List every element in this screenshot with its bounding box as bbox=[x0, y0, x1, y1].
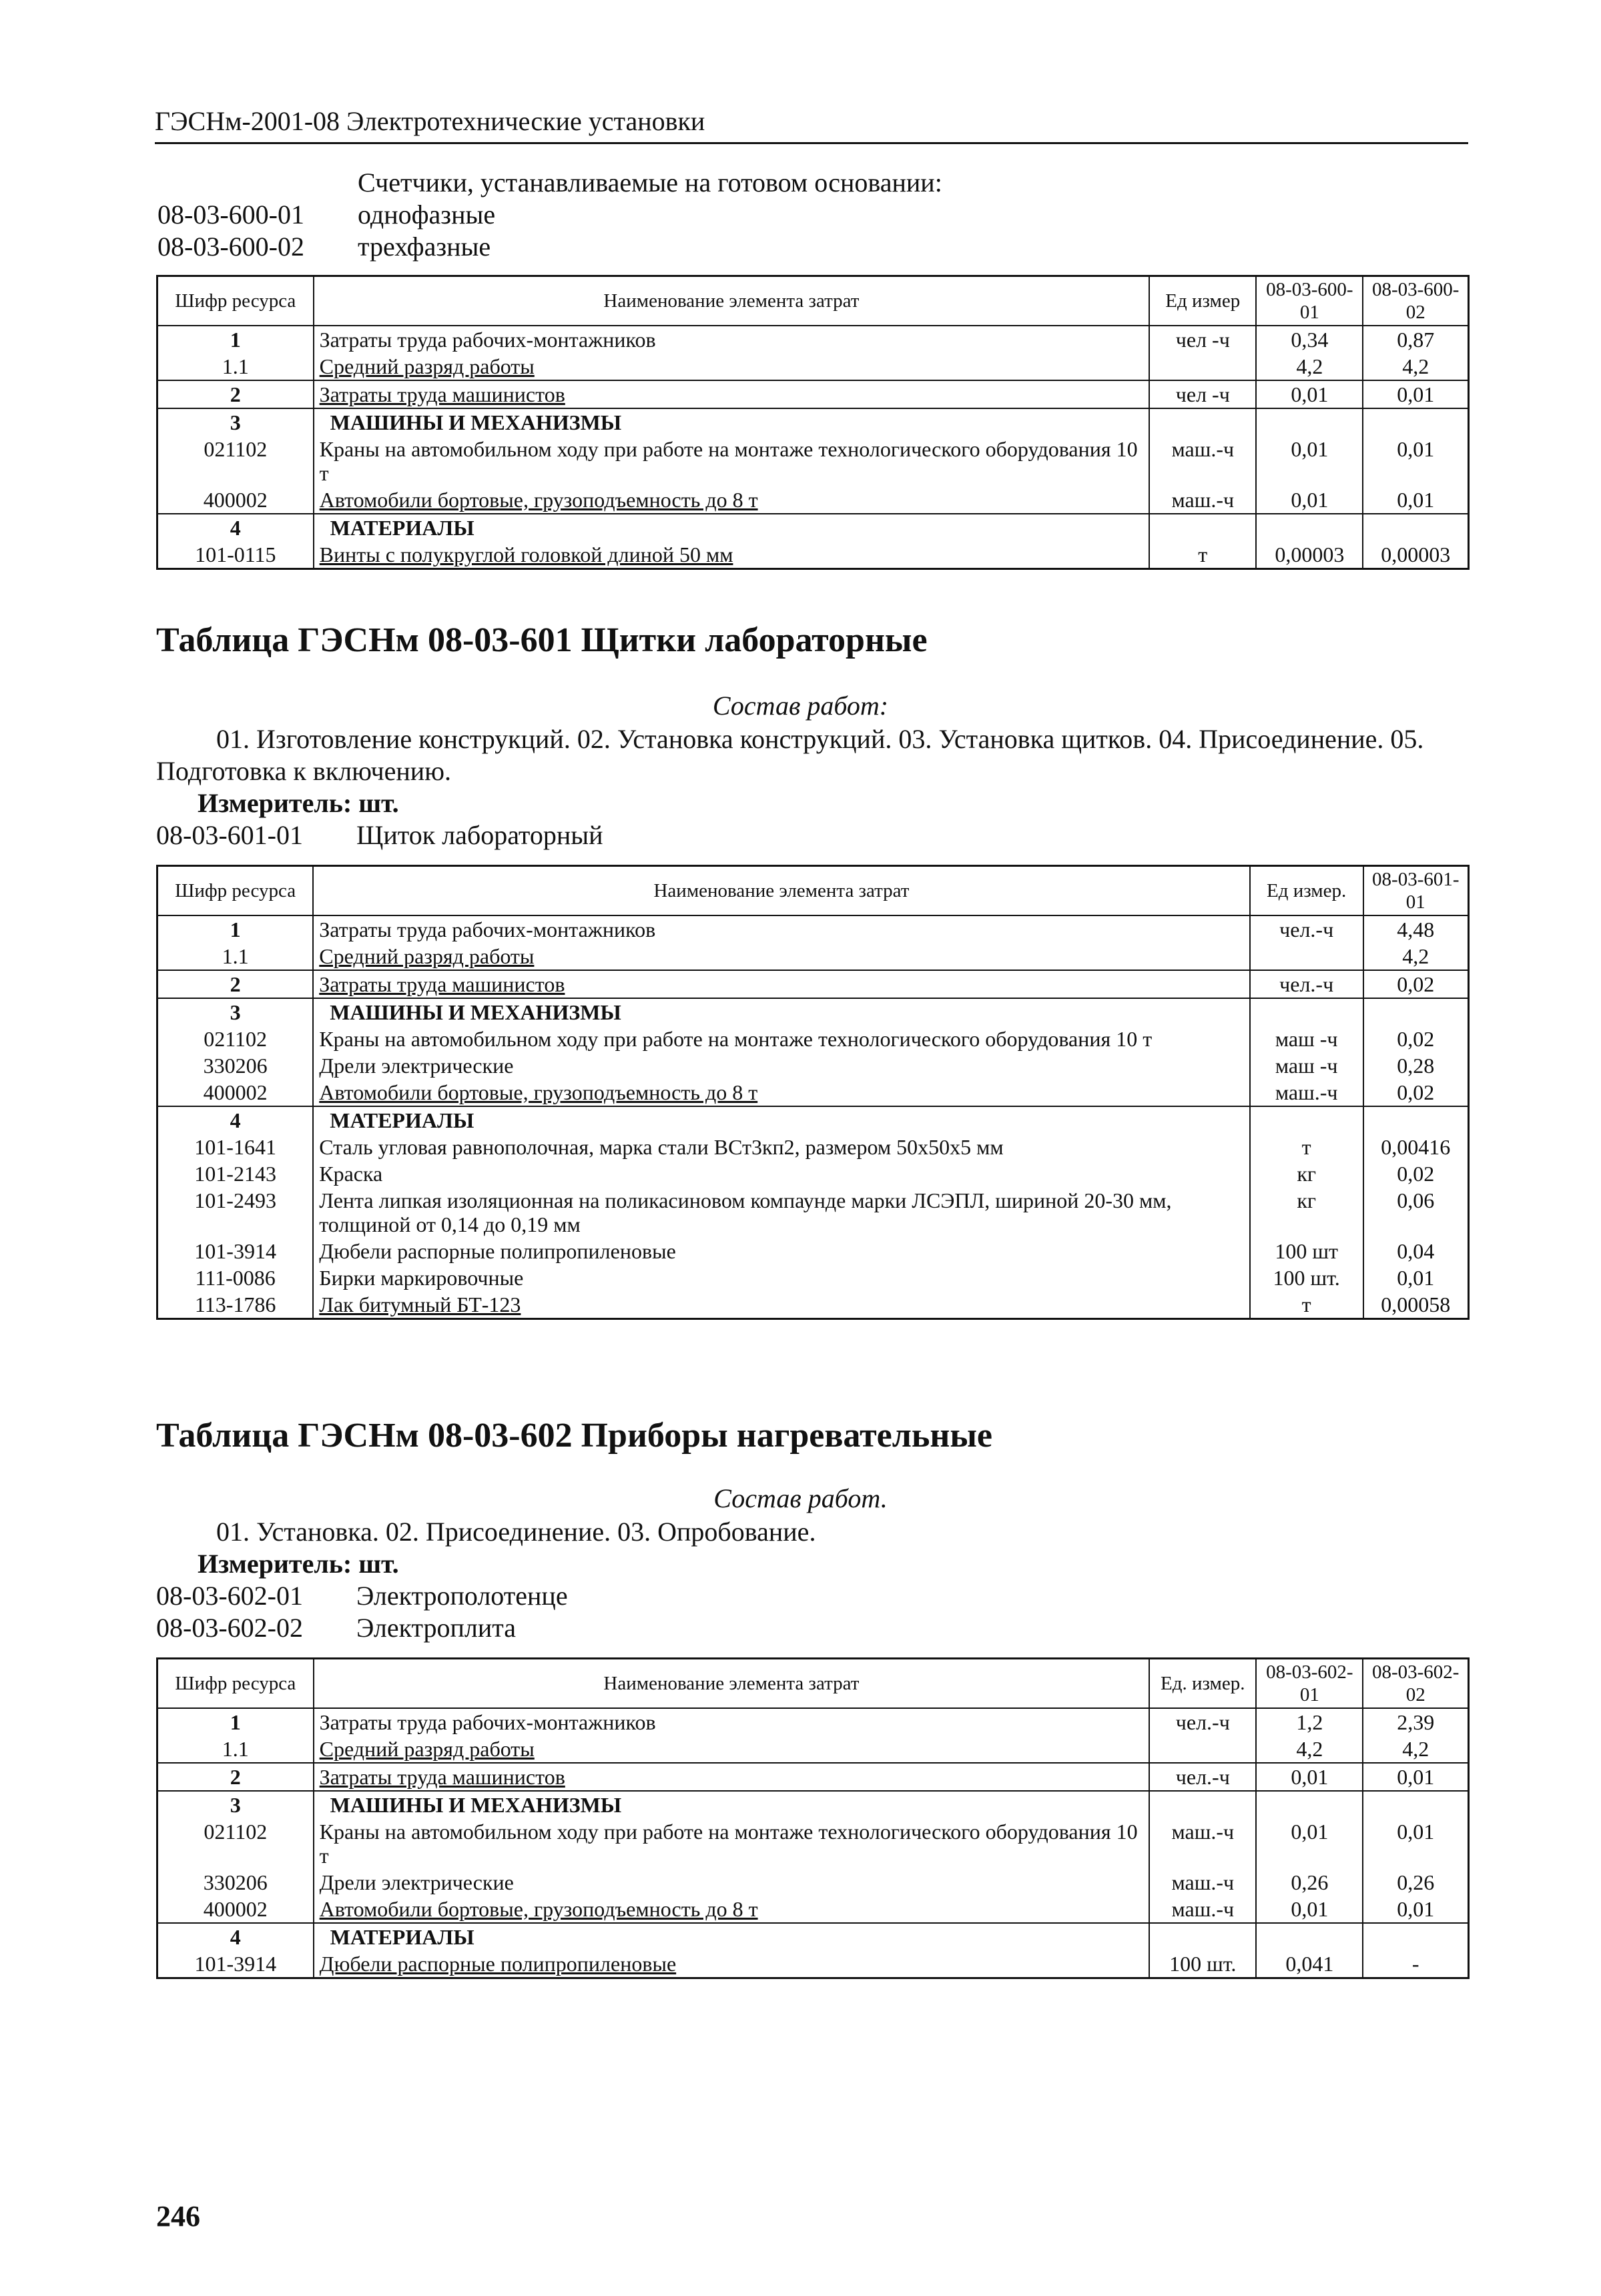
row-unit: маш.-ч bbox=[1149, 486, 1256, 514]
intro-item-name: однофазные bbox=[358, 200, 496, 230]
col-header-name: Наименование элемента затрат bbox=[314, 276, 1150, 326]
row-value-1: 0,00416 bbox=[1363, 1134, 1469, 1160]
row-name: Затраты труда рабочих-монтажников bbox=[313, 915, 1250, 943]
composition-text-602 bbox=[156, 1516, 1470, 1548]
composition-text: 01. Установка. 02. Присоединение. 03. Опробование. bbox=[216, 1517, 816, 1547]
row-code: 1 bbox=[157, 326, 314, 353]
row-name: Дюбели распорные полипропиленовые bbox=[314, 1950, 1150, 1978]
row-value-1: 0,26 bbox=[1256, 1869, 1363, 1896]
row-value-1: 0,01 bbox=[1256, 1763, 1363, 1791]
row-value-2: 4,2 bbox=[1363, 353, 1468, 380]
row-code: 1.1 bbox=[157, 1736, 314, 1763]
row-unit: маш -ч bbox=[1250, 1052, 1363, 1079]
norm-item-name: Щиток лабораторный bbox=[356, 820, 603, 850]
col-header-name: Наименование элемента затрат bbox=[313, 866, 1250, 916]
row-value-1 bbox=[1363, 998, 1469, 1026]
table-row bbox=[157, 1736, 1469, 1763]
row-name: Затраты труда рабочих-монтажников bbox=[314, 1708, 1150, 1736]
row-unit: чел.-ч bbox=[1149, 1708, 1256, 1736]
resource-table-601 bbox=[156, 865, 1470, 1320]
row-value-2 bbox=[1363, 514, 1468, 541]
row-value-1: 0,02 bbox=[1363, 1160, 1469, 1187]
col-header-name: Наименование элемента затрат bbox=[314, 1659, 1150, 1709]
row-name: Средний разряд работы bbox=[313, 943, 1250, 970]
row-name: Дюбели распорные полипропиленовые bbox=[313, 1238, 1250, 1264]
row-name: Затраты труда рабочих-монтажников bbox=[314, 326, 1150, 353]
table-row bbox=[157, 541, 1469, 569]
row-value-1: 0,01 bbox=[1363, 1264, 1469, 1291]
row-value-1: 0,02 bbox=[1363, 970, 1469, 998]
row-unit bbox=[1149, 1923, 1256, 1950]
row-name: МАШИНЫ И МЕХАНИЗМЫ bbox=[314, 408, 1150, 436]
row-value-2 bbox=[1363, 408, 1468, 436]
row-value-2 bbox=[1363, 1923, 1468, 1950]
row-value-1: 0,34 bbox=[1256, 326, 1363, 353]
row-unit: маш -ч bbox=[1250, 1026, 1363, 1052]
row-code: 1 bbox=[157, 1708, 314, 1736]
row-unit: чел.-ч bbox=[1250, 915, 1363, 943]
table-row bbox=[157, 408, 1469, 436]
row-unit: 100 шт. bbox=[1250, 1264, 1363, 1291]
row-code: 4 bbox=[157, 1923, 314, 1950]
row-name: Сталь угловая равнополочная, марка стали ВСт3кп2, размером 50х50х5 мм bbox=[313, 1134, 1250, 1160]
row-code: 2 bbox=[157, 970, 314, 998]
table-row bbox=[157, 970, 1469, 998]
intro-title: Счетчики, устанавливаемые на готовом основании: bbox=[358, 167, 942, 198]
row-name: МАШИНЫ И МЕХАНИЗМЫ bbox=[314, 1791, 1150, 1818]
col-header-code: Шифр ресурса bbox=[157, 866, 314, 916]
table-row bbox=[157, 1264, 1469, 1291]
col-header-unit: Ед измер bbox=[1149, 276, 1256, 326]
row-code: 101-1641 bbox=[157, 1134, 314, 1160]
row-name: Лента липкая изоляционная на поликасиновом компаунде марки ЛСЭПЛ, шириной 20-30 мм, толщиной от 0,14 до 0,19 мм bbox=[313, 1187, 1250, 1238]
row-unit: маш.-ч bbox=[1149, 1818, 1256, 1869]
row-code: 101-3914 bbox=[157, 1238, 314, 1264]
row-code: 111-0086 bbox=[157, 1264, 314, 1291]
row-unit: 100 шт. bbox=[1149, 1950, 1256, 1978]
table-row bbox=[157, 1238, 1469, 1264]
row-code: 3 bbox=[157, 1791, 314, 1818]
table-row bbox=[157, 1763, 1469, 1791]
row-code: 4 bbox=[157, 1106, 314, 1134]
resource-table-600 bbox=[156, 275, 1470, 570]
col-header-value-2: 08-03-602-02 bbox=[1363, 1659, 1468, 1709]
intro-item-code: 08-03-600-01 bbox=[157, 200, 304, 230]
row-unit: маш.-ч bbox=[1149, 1896, 1256, 1923]
resource-table-602 bbox=[156, 1657, 1470, 1979]
row-unit: чел.-ч bbox=[1250, 970, 1363, 998]
row-unit bbox=[1250, 943, 1363, 970]
composition-text-601 bbox=[156, 723, 1470, 787]
table-row bbox=[157, 1160, 1469, 1187]
row-code: 021102 bbox=[157, 436, 314, 486]
row-value-1: 4,48 bbox=[1363, 915, 1469, 943]
row-unit: 100 шт bbox=[1250, 1238, 1363, 1264]
row-value-1: 0,00003 bbox=[1256, 541, 1363, 569]
row-value-1: 0,01 bbox=[1256, 486, 1363, 514]
row-name: Дрели электрические bbox=[314, 1869, 1150, 1896]
table-row bbox=[157, 436, 1469, 486]
row-name: Затраты труда машинистов bbox=[314, 380, 1150, 408]
col-header-value-1: 08-03-601-01 bbox=[1363, 866, 1469, 916]
row-unit bbox=[1149, 1791, 1256, 1818]
composition-text: 01. Изготовление конструкций. 02. Установка конструкций. 03. Установка щитков. 04. Присоединение. 05. Подготовка к включению. bbox=[156, 724, 1424, 786]
norm-item-code: 08-03-602-02 bbox=[156, 1613, 303, 1643]
intro-item bbox=[157, 199, 1468, 231]
table-title-601: Таблица ГЭСНм 08-03-601 Щитки лабораторные bbox=[156, 621, 928, 659]
row-value-1: 0,01 bbox=[1256, 380, 1363, 408]
row-value-1: 0,01 bbox=[1256, 1896, 1363, 1923]
row-code: 101-0115 bbox=[157, 541, 314, 569]
table-row bbox=[157, 1079, 1469, 1106]
row-code: 3 bbox=[157, 408, 314, 436]
row-value-1: 0,01 bbox=[1256, 436, 1363, 486]
row-unit bbox=[1149, 514, 1256, 541]
row-code: 400002 bbox=[157, 1079, 314, 1106]
row-value-2: 2,39 bbox=[1363, 1708, 1468, 1736]
row-value-1: 4,2 bbox=[1256, 353, 1363, 380]
table-row bbox=[157, 353, 1469, 380]
row-name: Краны на автомобильном ходу при работе на монтаже технологического оборудования 10 т bbox=[313, 1026, 1250, 1052]
row-value-2: 0,01 bbox=[1363, 436, 1468, 486]
row-unit: т bbox=[1149, 541, 1256, 569]
col-header-code: Шифр ресурса bbox=[157, 276, 314, 326]
row-value-1 bbox=[1256, 408, 1363, 436]
table-row bbox=[157, 1291, 1469, 1319]
row-unit bbox=[1250, 998, 1363, 1026]
row-value-1: 0,02 bbox=[1363, 1026, 1469, 1052]
row-value-1: 0,041 bbox=[1256, 1950, 1363, 1978]
row-value-1: 0,04 bbox=[1363, 1238, 1469, 1264]
row-code: 101-2143 bbox=[157, 1160, 314, 1187]
row-unit bbox=[1149, 408, 1256, 436]
row-value-1 bbox=[1363, 1106, 1469, 1134]
norm-item-code: 08-03-601-01 bbox=[156, 820, 303, 850]
row-code: 2 bbox=[157, 380, 314, 408]
row-name: Средний разряд работы bbox=[314, 1736, 1150, 1763]
row-name: Затраты труда машинистов bbox=[314, 1763, 1150, 1791]
row-name: Автомобили бортовые, грузоподъемность до 8 т bbox=[314, 1896, 1150, 1923]
row-code: 400002 bbox=[157, 486, 314, 514]
row-name: Автомобили бортовые, грузоподъемность до 8 т bbox=[314, 486, 1150, 514]
row-name: Средний разряд работы bbox=[314, 353, 1150, 380]
row-code: 101-3914 bbox=[157, 1950, 314, 1978]
table-row bbox=[157, 380, 1469, 408]
intro-item-name: трехфазные bbox=[358, 232, 491, 262]
row-name: Краска bbox=[313, 1160, 1250, 1187]
row-code: 1.1 bbox=[157, 353, 314, 380]
row-value-2: - bbox=[1363, 1950, 1468, 1978]
table-row bbox=[157, 1708, 1469, 1736]
row-value-2: 0,01 bbox=[1363, 1763, 1468, 1791]
table-row bbox=[157, 514, 1469, 541]
row-unit: т bbox=[1250, 1134, 1363, 1160]
table-row bbox=[157, 1052, 1469, 1079]
measure-value: шт. bbox=[358, 1549, 399, 1579]
row-code: 021102 bbox=[157, 1818, 314, 1869]
measure-label: Измеритель: bbox=[198, 1549, 352, 1579]
row-code: 400002 bbox=[157, 1896, 314, 1923]
table-body bbox=[157, 1708, 1469, 1978]
row-value-1: 0,06 bbox=[1363, 1187, 1469, 1238]
row-code: 1.1 bbox=[157, 943, 314, 970]
row-value-1: 0,28 bbox=[1363, 1052, 1469, 1079]
row-value-1 bbox=[1256, 1923, 1363, 1950]
row-unit bbox=[1250, 1106, 1363, 1134]
col-header-unit: Ед. измер. bbox=[1149, 1659, 1256, 1709]
row-unit: т bbox=[1250, 1291, 1363, 1319]
row-name: Затраты труда машинистов bbox=[313, 970, 1250, 998]
row-value-2: 0,87 bbox=[1363, 326, 1468, 353]
table-row bbox=[157, 1791, 1469, 1818]
row-name: Дрели электрические bbox=[313, 1052, 1250, 1079]
norm-item bbox=[156, 1580, 568, 1612]
norm-item bbox=[156, 819, 603, 851]
row-unit: кг bbox=[1250, 1160, 1363, 1187]
col-header-unit: Ед измер. bbox=[1250, 866, 1363, 916]
composition-label-602: Состав работ. bbox=[713, 1483, 888, 1513]
measure-value: шт. bbox=[358, 788, 399, 818]
table-row bbox=[157, 943, 1469, 970]
row-value-2: 0,01 bbox=[1363, 380, 1468, 408]
row-name: МАТЕРИАЛЫ bbox=[314, 1923, 1150, 1950]
intro-item-code: 08-03-600-02 bbox=[157, 232, 304, 262]
table-row bbox=[157, 486, 1469, 514]
row-name: Краны на автомобильном ходу при работе на монтаже технологического оборудования 10 т bbox=[314, 1818, 1150, 1869]
row-unit: маш.-ч bbox=[1149, 436, 1256, 486]
row-value-1: 0,01 bbox=[1256, 1818, 1363, 1869]
intro-item bbox=[157, 231, 1468, 263]
row-unit bbox=[1149, 1736, 1256, 1763]
row-code: 1 bbox=[157, 915, 314, 943]
row-code: 101-2493 bbox=[157, 1187, 314, 1238]
table-row bbox=[157, 1818, 1469, 1869]
table-row bbox=[157, 998, 1469, 1026]
table-body bbox=[157, 326, 1469, 569]
page-number: 246 bbox=[156, 2200, 200, 2233]
row-name: Краны на автомобильном ходу при работе на монтаже технологического оборудования 10 т bbox=[314, 436, 1150, 486]
measure-601 bbox=[198, 787, 399, 819]
norm-item-name: Электрополотенце bbox=[356, 1581, 568, 1611]
table-row bbox=[157, 915, 1469, 943]
row-code: 330206 bbox=[157, 1869, 314, 1896]
table-row bbox=[157, 1950, 1469, 1978]
measure-label: Измеритель: bbox=[198, 788, 352, 818]
composition-label-601: Состав работ: bbox=[712, 691, 889, 721]
table-row bbox=[157, 1106, 1469, 1134]
col-header-value-1: 08-03-602-01 bbox=[1256, 1659, 1363, 1709]
row-name: МАТЕРИАЛЫ bbox=[314, 514, 1150, 541]
measure-602 bbox=[198, 1548, 399, 1579]
row-code: 113-1786 bbox=[157, 1291, 314, 1319]
row-value-2: 4,2 bbox=[1363, 1736, 1468, 1763]
col-header-value-2: 08-03-600-02 bbox=[1363, 276, 1468, 326]
row-name: МАТЕРИАЛЫ bbox=[313, 1106, 1250, 1134]
row-value-2: 0,00003 bbox=[1363, 541, 1468, 569]
items-602 bbox=[156, 1580, 568, 1644]
col-header-value-1: 08-03-600-01 bbox=[1256, 276, 1363, 326]
row-value-1: 4,2 bbox=[1256, 1736, 1363, 1763]
row-code: 2 bbox=[157, 1763, 314, 1791]
col-header-code: Шифр ресурса bbox=[157, 1659, 314, 1709]
table-row bbox=[157, 1869, 1469, 1896]
running-header: ГЭСНм-2001-08 Электротехнические установки bbox=[155, 105, 1468, 144]
row-name: Автомобили бортовые, грузоподъемность до 8 т bbox=[313, 1079, 1250, 1106]
row-value-1 bbox=[1256, 1791, 1363, 1818]
row-value-2 bbox=[1363, 1791, 1468, 1818]
table-row bbox=[157, 1134, 1469, 1160]
row-unit: кг bbox=[1250, 1187, 1363, 1238]
table-row bbox=[157, 326, 1469, 353]
norm-item bbox=[156, 1612, 568, 1644]
row-name: Лак битумный БТ-123 bbox=[313, 1291, 1250, 1319]
table-row bbox=[157, 1923, 1469, 1950]
norm-item-name: Электроплита bbox=[356, 1613, 516, 1643]
row-value-1: 0,02 bbox=[1363, 1079, 1469, 1106]
row-code: 330206 bbox=[157, 1052, 314, 1079]
row-value-2: 0,01 bbox=[1363, 1896, 1468, 1923]
row-name: Бирки маркировочные bbox=[313, 1264, 1250, 1291]
table-body bbox=[157, 915, 1469, 1319]
row-unit: чел.-ч bbox=[1149, 1763, 1256, 1791]
norm-item-code: 08-03-602-01 bbox=[156, 1581, 303, 1611]
row-code: 4 bbox=[157, 514, 314, 541]
row-name: МАШИНЫ И МЕХАНИЗМЫ bbox=[313, 998, 1250, 1026]
row-unit: маш.-ч bbox=[1250, 1079, 1363, 1106]
row-value-1 bbox=[1256, 514, 1363, 541]
row-unit bbox=[1149, 353, 1256, 380]
row-value-1: 0,00058 bbox=[1363, 1291, 1469, 1319]
row-value-1: 1,2 bbox=[1256, 1708, 1363, 1736]
row-value-2: 0,26 bbox=[1363, 1869, 1468, 1896]
row-unit: чел -ч bbox=[1149, 380, 1256, 408]
intro-600 bbox=[157, 167, 1468, 263]
table-row bbox=[157, 1187, 1469, 1238]
row-code: 3 bbox=[157, 998, 314, 1026]
row-unit: чел -ч bbox=[1149, 326, 1256, 353]
items-601 bbox=[156, 819, 603, 851]
table-row bbox=[157, 1896, 1469, 1923]
row-value-2: 0,01 bbox=[1363, 1818, 1468, 1869]
row-value-1: 4,2 bbox=[1363, 943, 1469, 970]
row-name: Винты с полукруглой головкой длиной 50 мм bbox=[314, 541, 1150, 569]
table-row bbox=[157, 1026, 1469, 1052]
table-title-602: Таблица ГЭСНм 08-03-602 Приборы нагревательные bbox=[156, 1417, 993, 1455]
row-unit: маш.-ч bbox=[1149, 1869, 1256, 1896]
row-value-2: 0,01 bbox=[1363, 486, 1468, 514]
row-code: 021102 bbox=[157, 1026, 314, 1052]
